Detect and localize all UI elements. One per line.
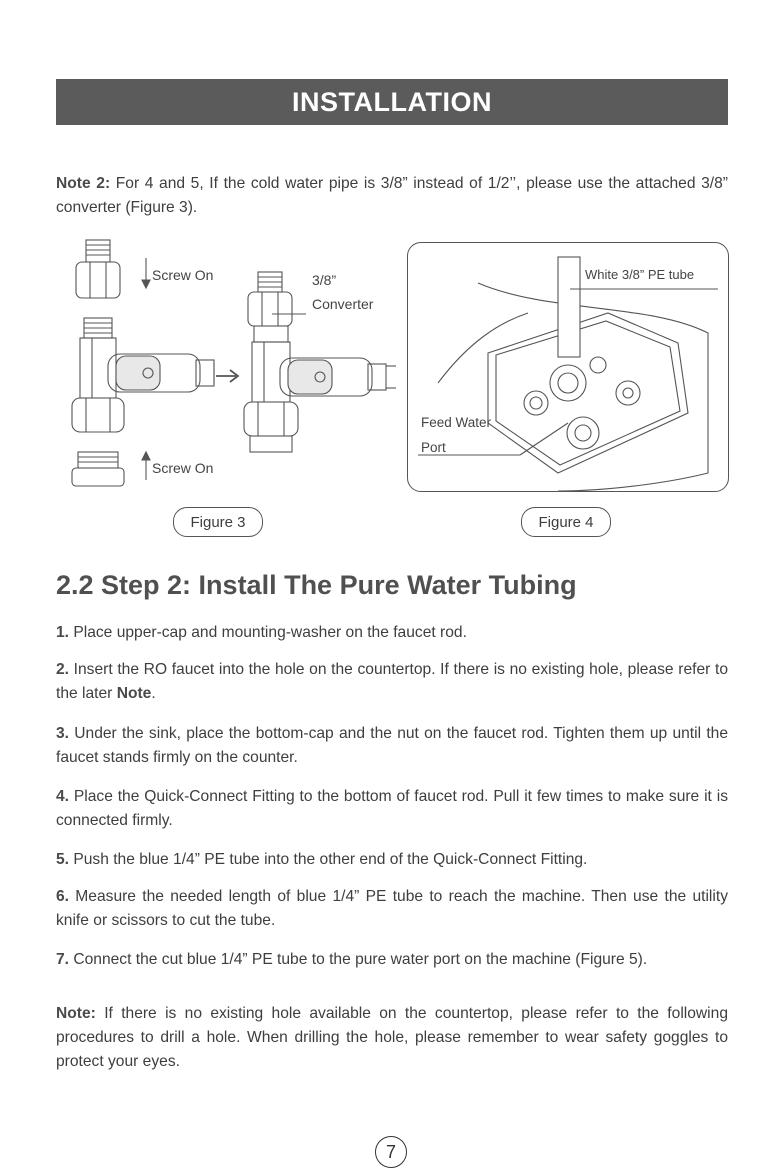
note-label: Note: — [56, 1005, 96, 1022]
step-2-tail: . — [151, 685, 156, 702]
step-1-text: Place upper-cap and mounting-washer on the faucet rod. — [69, 624, 467, 641]
figure-4-caption — [521, 507, 611, 537]
step-7-number: 7. — [56, 951, 70, 968]
white-tube-label: White 3/8” PE tube — [585, 267, 695, 282]
note-2-text: For 4 and 5, If the cold water pipe is 3/8” instead of 1/2’’, please use the attached 3/8” converter (Figure 3). — [56, 175, 728, 216]
step-3-text: Under the sink, place the bottom-cap and the nut on the faucet rod. Tighten them up until the faucet stands firmly on the counter. — [56, 725, 728, 766]
step-6 — [56, 885, 728, 933]
section-heading: 2.2 Step 2: Install The Pure Water Tubing — [56, 570, 577, 600]
step-2 — [56, 658, 728, 706]
step-2-number: 2. — [56, 661, 70, 678]
step-7-text: Connect the cut blue 1/4” PE tube to the pure water port on the machine (Figure 5). — [69, 951, 648, 968]
step-5-number: 5. — [56, 851, 70, 868]
screw-on-top-label: Screw On — [152, 267, 214, 283]
bottom-nut-fitting — [72, 452, 124, 486]
top-nipple-fitting — [76, 240, 120, 298]
step-6-number: 6. — [56, 888, 70, 905]
step-5-text: Push the blue 1/4” PE tube into the other end of the Quick-Connect Fitting. — [69, 851, 588, 868]
step-6-text: Measure the needed length of blue 1/4” PE tube to reach the machine. Then use the utility knife or scissors to cut the tube. — [56, 888, 728, 929]
step-4 — [56, 785, 728, 833]
step-4-text: Place the Quick-Connect Fitting to the bottom of faucet rod. Pull it few times to make sure it is connected firmly. — [56, 788, 728, 829]
step-2-text: Insert the RO faucet into the hole on the countertop. If there is no existing hole, please refer to the later — [56, 661, 728, 702]
page-number-text: 7 — [385, 1141, 396, 1162]
step-5 — [56, 848, 728, 872]
note-2-label: Note 2: — [56, 175, 111, 192]
figure-4-box — [407, 242, 729, 492]
step-7 — [56, 948, 728, 972]
converter-size-label: 3/8” — [312, 272, 337, 288]
screw-on-bottom-label: Screw On — [152, 460, 214, 476]
note-paragraph — [56, 1002, 728, 1074]
step-3-number: 3. — [56, 725, 70, 742]
step-1 — [56, 621, 728, 645]
step-4-number: 4. — [56, 788, 70, 805]
banner-title: INSTALLATION — [292, 86, 492, 117]
step-3 — [56, 722, 728, 770]
section-banner — [56, 79, 728, 125]
converter-label: Converter — [312, 296, 374, 312]
port-label: Port — [421, 440, 446, 455]
figure-3-illustration — [56, 236, 396, 496]
figure-3-caption — [173, 507, 263, 537]
step-1-number: 1. — [56, 624, 70, 641]
tee-valve-left — [72, 318, 214, 432]
feed-water-label: Feed Water — [421, 415, 492, 430]
page-number — [375, 1136, 407, 1168]
step-2-note-ref: Note — [116, 685, 152, 702]
figure-3-caption-text: Figure 3 — [190, 513, 246, 531]
note-text: If there is no existing hole available on the countertop, please refer to the following procedures to drill a hole. When drilling the hole, please remember to wear safety goggles to protect your eyes. — [56, 1005, 728, 1070]
figure-4-caption-text: Figure 4 — [538, 513, 594, 531]
note-2-paragraph — [56, 172, 728, 220]
figures-area — [56, 236, 728, 541]
